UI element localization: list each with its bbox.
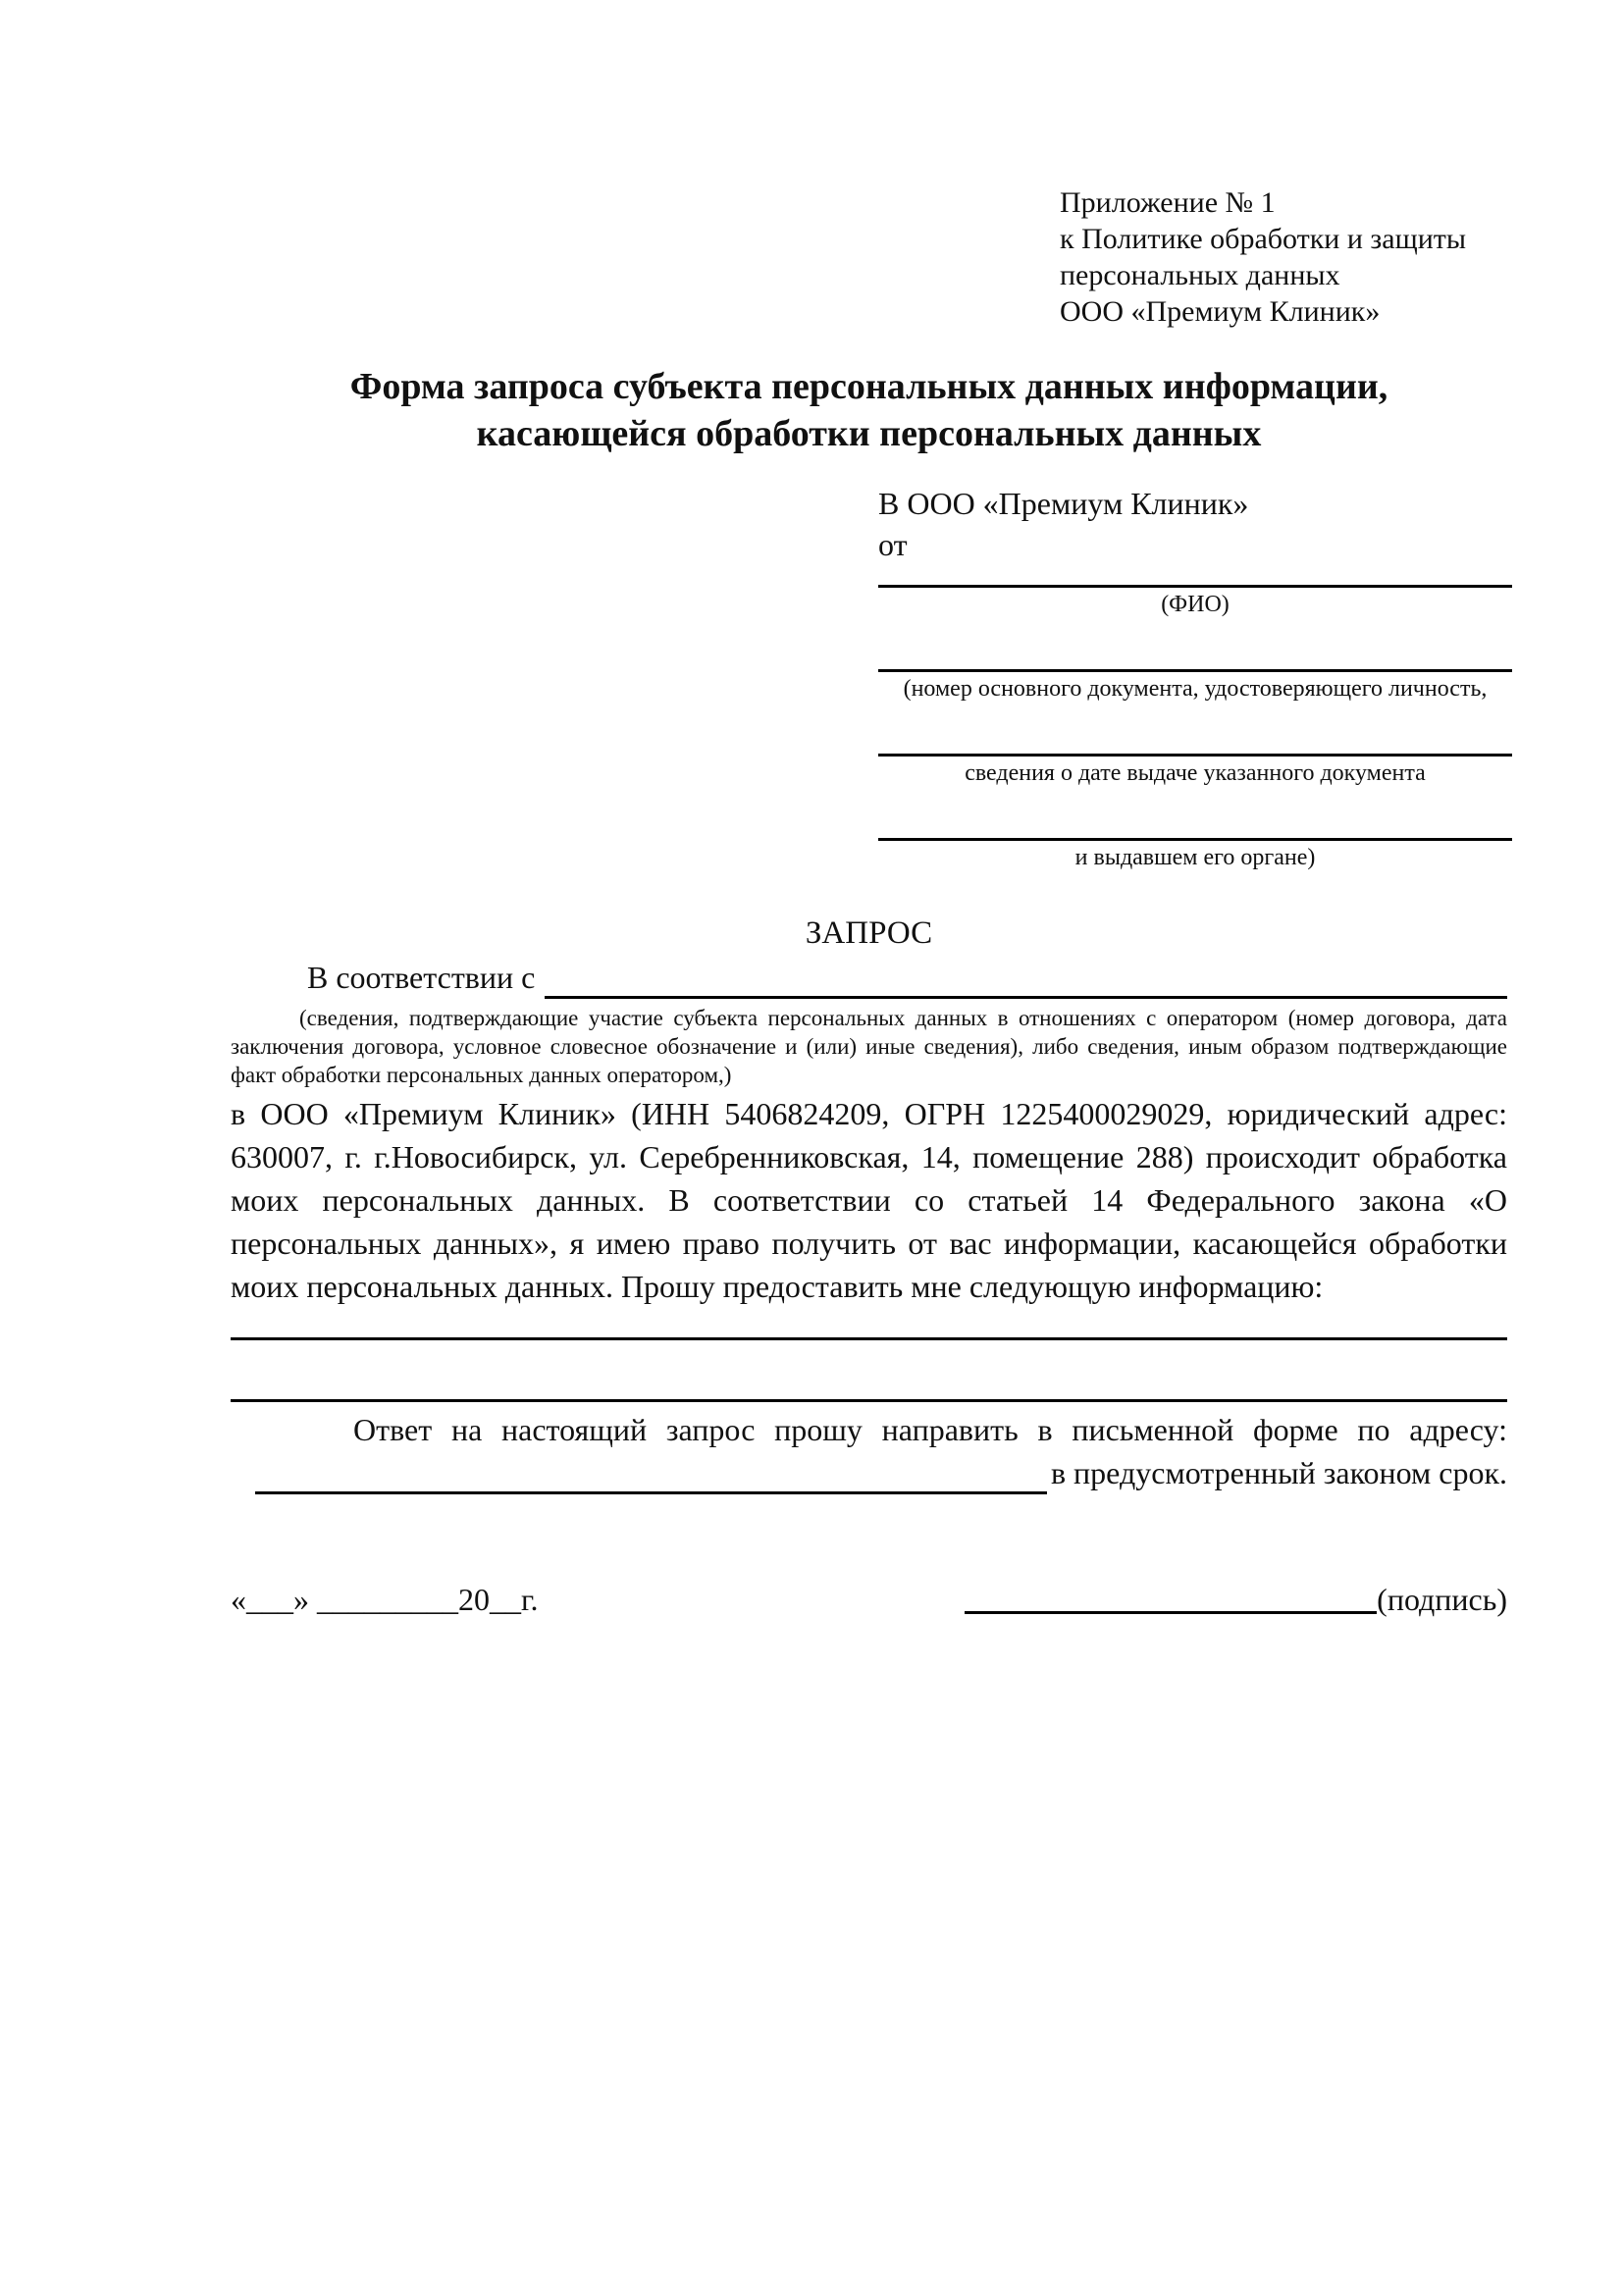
addressee-from-label: от	[878, 527, 908, 562]
reply-tail: в предусмотренный законом срок.	[1050, 1455, 1507, 1490]
appendix-block	[1060, 184, 1507, 330]
appendix-line: Приложение № 1	[1060, 186, 1276, 219]
issuing-authority-field	[878, 818, 1512, 872]
document-title-line: касающейся обработки персональных данных	[476, 413, 1262, 454]
appendix-line: ООО «Премиум Клиник»	[1060, 295, 1381, 328]
reply-sentence: Ответ на настоящий запрос прошу направить в письменной форме по адресу:	[353, 1412, 1507, 1447]
footer-row	[231, 1579, 1507, 1620]
date-blank: «___» _________20__г.	[231, 1582, 539, 1617]
address-write-line	[255, 1486, 1047, 1494]
accordance-write-line	[545, 990, 1507, 999]
information-write-line-2	[231, 1399, 1507, 1402]
request-body-paragraph: в ООО «Премиум Клиник» (ИНН 5406824209, ОГРН 1225400029029, юридический адрес: 630007, г. г.Новосибирск, ул. Серебренниковская, 14, помещение 288) происходит обработка моих персональных данных. В соответствии со статьей 14 Федерального закона «О персональных данных», я имею право получить от вас информации, касающейся обработки моих персональных данных. Прошу предоставить мне следующую информацию:	[231, 1096, 1507, 1304]
signature-write-line	[965, 1605, 1377, 1614]
document-title	[231, 363, 1507, 457]
fio-write-line	[878, 565, 1512, 588]
appendix-line: персональных данных	[1060, 259, 1340, 291]
issuing-authority-write-line	[878, 818, 1512, 841]
issue-date-write-line	[878, 734, 1512, 757]
accordance-row	[231, 957, 1507, 999]
footnote-text: (сведения, подтверждающие участие субъекта персональных данных в отношениях с оператором (номер договора, дата заключения договора, условное словесное обозначение и (или) иные сведения), либо сведения, иным образом подтверждающие факт обработки персональных данных оператором,)	[231, 1006, 1507, 1087]
addressee-to: В ООО «Премиум Клиник»	[878, 486, 1249, 521]
issue-date-field-label: сведения о дате выдаче указанного документа	[965, 760, 1426, 786]
document-title-line: Форма запроса субъекта персональных данных информации,	[349, 366, 1388, 407]
issue-date-field	[878, 734, 1512, 788]
information-write-line-1	[231, 1337, 1507, 1340]
fio-field-label: (ФИО)	[1161, 592, 1230, 617]
issuing-authority-field-label: и выдавшем его органе)	[1074, 845, 1316, 870]
appendix-line: к Политике обработки и защиты	[1060, 223, 1467, 255]
addressee-block	[878, 483, 1512, 872]
document-number-write-line	[878, 650, 1512, 672]
document-number-field-label: (номер основного документа, удостоверяющего личность,	[903, 676, 1488, 702]
accordance-prefix: В соответствии с	[307, 960, 536, 995]
reply-address-row	[231, 1451, 1507, 1494]
request-heading: ЗАПРОС	[805, 915, 933, 951]
signature-block	[965, 1579, 1507, 1620]
document-number-field	[878, 650, 1512, 704]
fio-field	[878, 565, 1512, 619]
signature-label: (подпись)	[1377, 1582, 1507, 1617]
